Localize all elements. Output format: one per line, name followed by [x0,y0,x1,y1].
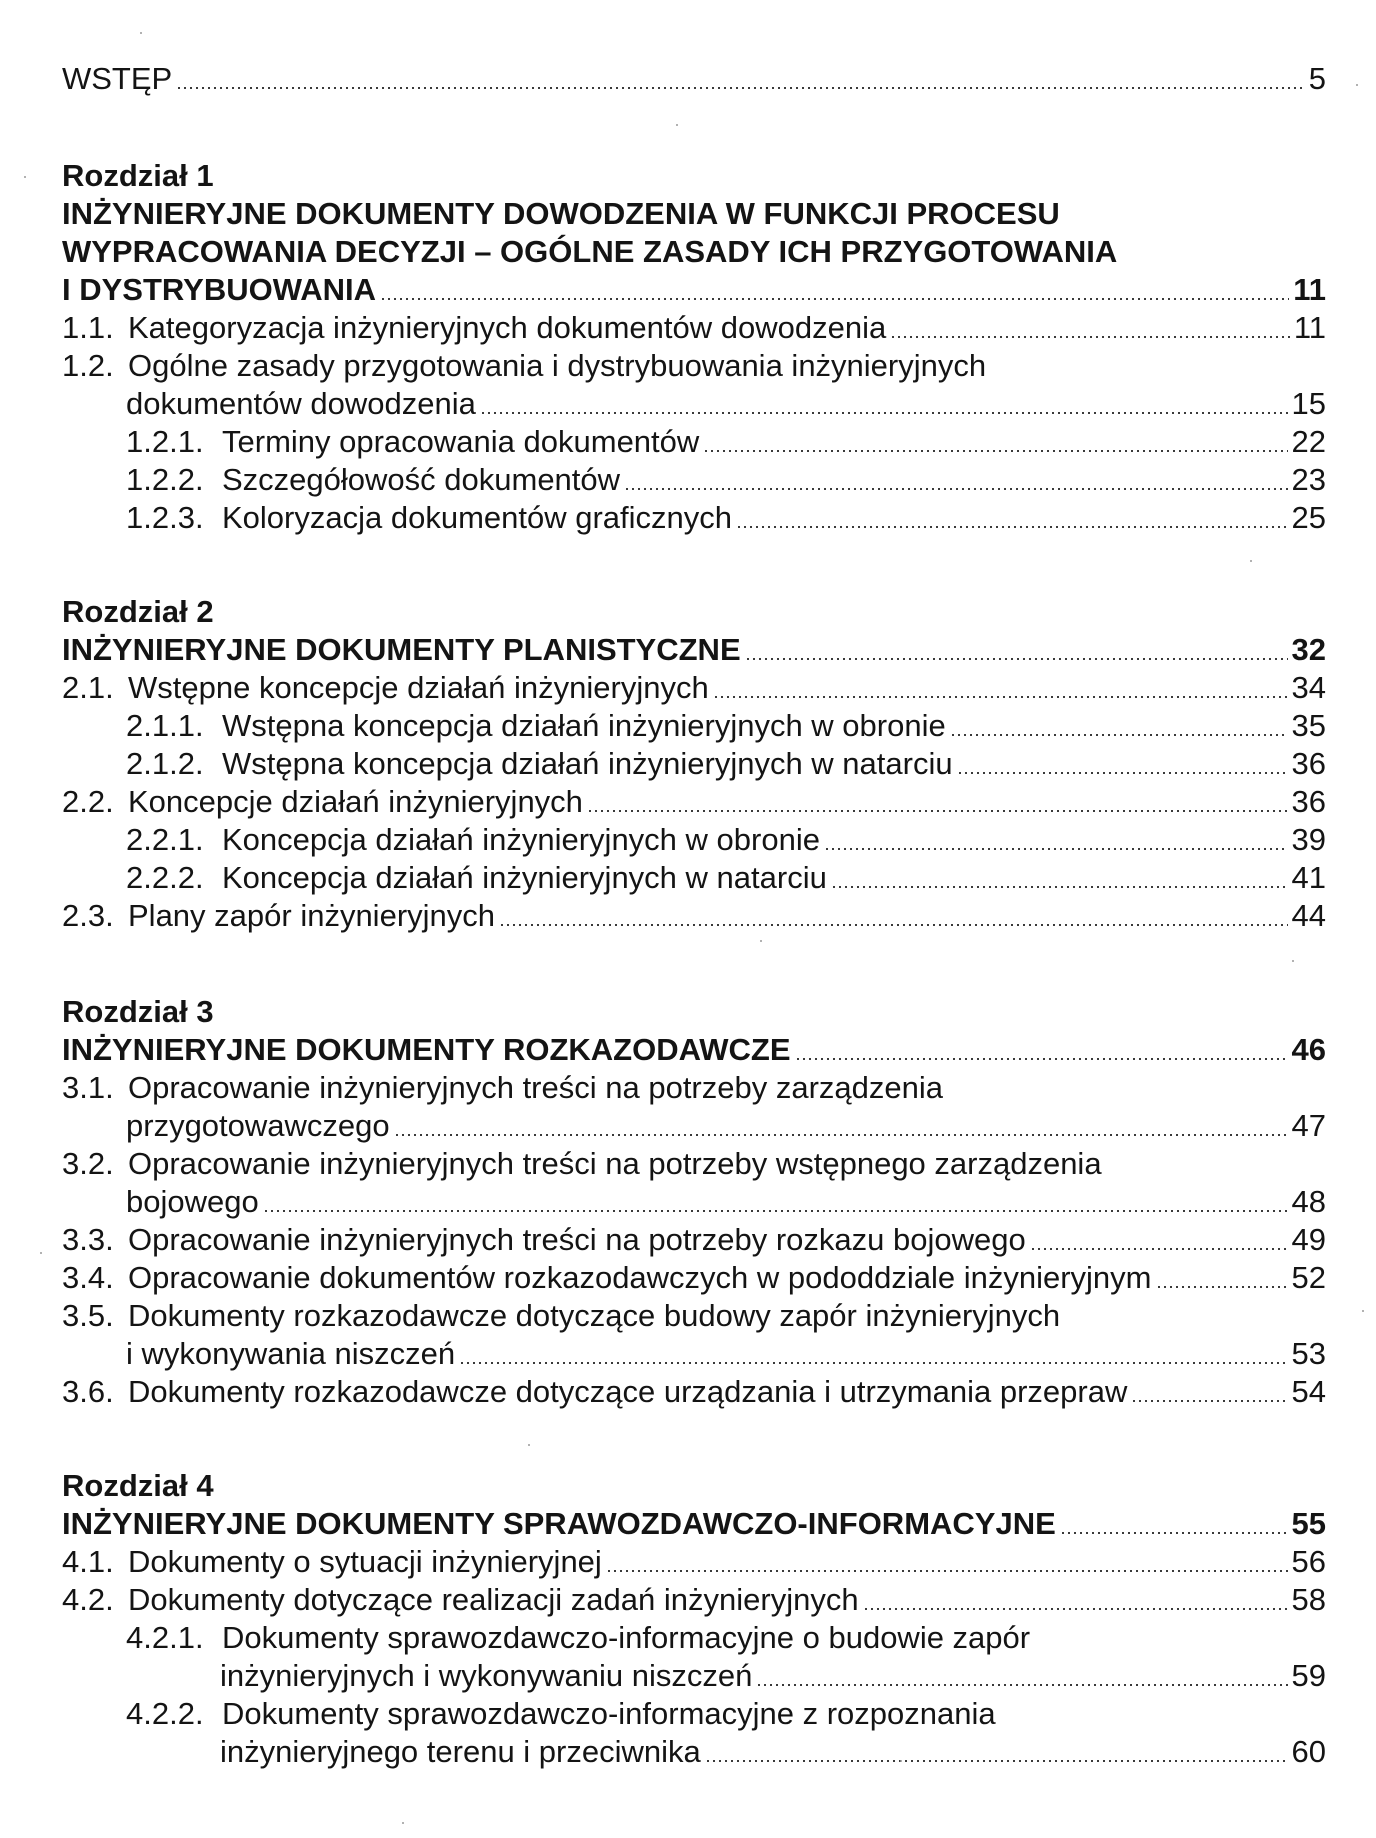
entry-title: INŻYNIERYJNE DOKUMENTY PLANISTYCZNE [62,632,741,667]
section-number: 4.2.2. [126,1696,204,1731]
page-number: 52 [1291,1260,1326,1295]
toc-line-s3-2a [62,1145,1102,1183]
scan-speck [676,124,678,126]
toc-line-s2-3 [62,897,1326,935]
dot-leader [459,1362,1287,1364]
dot-leader [176,87,1305,89]
dot-leader [736,526,1287,528]
toc-line-r1-title-a [62,195,1060,233]
section-number: 2.2. [62,784,114,819]
dot-leader [624,488,1287,490]
entry-title: i wykonywania niszczeń [126,1336,456,1371]
section-number: 2.1.1. [126,708,204,743]
dot-leader [480,412,1288,414]
toc-line-r2-label [62,593,214,631]
page-number: 35 [1291,708,1326,743]
page-number: 53 [1291,1336,1326,1371]
toc-line-s3-5b [126,1335,1326,1373]
toc-line-s3-1a [62,1069,943,1107]
section-number: 2.2.2. [126,860,204,895]
scan-speck [1250,560,1252,562]
entry-title: Koloryzacja dokumentów graficznych [222,500,733,535]
entry-title: Opracowanie dokumentów rozkazodawczych w pododdziale inżynieryjnym [128,1260,1152,1295]
entry-title: WSTĘP [62,61,173,96]
toc-line-s2-1-1 [126,707,1326,745]
dot-leader [1030,1248,1288,1250]
section-number: 2.3. [62,898,114,933]
toc-line-s3-5a [62,1297,1060,1335]
dot-leader [1156,1286,1288,1288]
page-number: 22 [1291,424,1326,459]
page-number: 60 [1291,1734,1326,1769]
section-number: 1.2. [62,348,114,383]
dot-leader [713,696,1288,698]
scan-speck [1362,1310,1364,1312]
entry-title: Dokumenty rozkazodawcze dotyczące urządzania i utrzymania przepraw [128,1374,1128,1409]
toc-line-s1-2-2 [126,461,1326,499]
page-number: 23 [1291,462,1326,497]
toc-line-r1-label [62,157,214,195]
toc-line-r3-label [62,993,214,1031]
entry-title: INŻYNIERYJNE DOKUMENTY DOWODZENIA W FUNKCJI PROCESU [62,196,1060,231]
page-number: 36 [1291,784,1326,819]
toc-line-s4-2-2a [126,1695,996,1733]
toc-line-r2-title [62,631,1326,669]
scan-speck [760,940,762,942]
entry-title: Kategoryzacja inżynieryjnych dokumentów dowodzenia [128,310,887,345]
dot-leader [795,1058,1288,1060]
toc-line-s2-2-1 [126,821,1326,859]
dot-leader [703,450,1287,452]
section-number: 3.6. [62,1374,114,1409]
dot-leader [1131,1400,1287,1402]
entry-title: Rozdział 2 [62,594,214,629]
scan-speck [140,32,142,34]
page-number: 54 [1291,1374,1326,1409]
entry-title: Szczegółowość dokumentów [222,462,621,497]
page-number: 56 [1291,1544,1326,1579]
entry-title: Dokumenty rozkazodawcze dotyczące budowy zapór inżynieryjnych [128,1298,1061,1333]
toc-line-s2-2 [62,783,1326,821]
page-number: 49 [1291,1222,1326,1257]
entry-title: bojowego [126,1184,259,1219]
entry-title: Wstępne koncepcje działań inżynieryjnych [128,670,709,705]
scan-speck [1292,960,1294,962]
section-number: 3.2. [62,1146,114,1181]
toc-line-r4-label [62,1467,214,1505]
toc-line-s1-2b [126,385,1326,423]
page-number: 46 [1291,1032,1326,1067]
page-number: 41 [1291,860,1326,895]
section-number: 2.2.1. [126,822,204,857]
dot-leader [824,848,1288,850]
page-number: 55 [1291,1506,1326,1541]
toc-line-s3-6 [62,1373,1326,1411]
section-number: 4.2. [62,1582,114,1617]
entry-title: Koncepcja działań inżynieryjnych w obronie [222,822,820,857]
dot-leader [394,1134,1288,1136]
page-number: 36 [1291,746,1326,781]
entry-title: Rozdział 1 [62,158,214,193]
entry-title: dokumentów dowodzenia [126,386,476,421]
dot-leader [1060,1532,1288,1534]
dot-leader [831,886,1288,888]
section-number: 1.1. [62,310,114,345]
entry-title: Opracowanie inżynieryjnych treści na potrzeby zarządzenia [128,1070,944,1105]
toc-line-s2-1-2 [126,745,1326,783]
toc-line-wstep [62,60,1326,98]
dot-leader [756,1684,1287,1686]
page-number: 59 [1291,1658,1326,1693]
section-number: 4.1. [62,1544,114,1579]
entry-title: Wstępna koncepcja działań inżynieryjnych w obronie [222,708,946,743]
section-number: 3.1. [62,1070,114,1105]
entry-title: Dokumenty sprawozdawczo-informacyjne z rozpoznania [222,1696,996,1731]
entry-title: Plany zapór inżynieryjnych [128,898,496,933]
entry-title: inżynieryjnego terenu i przeciwnika [220,1734,701,1769]
toc-line-s1-2-1 [126,423,1326,461]
toc-line-s4-2-2b [220,1733,1326,1771]
dot-leader [587,810,1288,812]
scan-speck [900,1760,902,1762]
toc-line-r1-title-c [62,271,1326,309]
dot-leader [950,734,1288,736]
scan-speck [402,1822,404,1824]
section-number: 1.2.3. [126,500,204,535]
toc-line-s3-3 [62,1221,1326,1259]
scan-speck [528,1444,530,1446]
toc-line-s3-4 [62,1259,1326,1297]
entry-title: inżynieryjnych i wykonywaniu niszczeń [220,1658,753,1693]
dot-leader [957,772,1288,774]
section-number: 1.2.2. [126,462,204,497]
entry-title: Rozdział 3 [62,994,214,1029]
scan-speck [1356,84,1358,86]
dot-leader [380,298,1289,300]
entry-title: I DYSTRYBUOWANIA [62,272,377,307]
page-number: 11 [1293,310,1326,345]
scan-speck [24,176,26,178]
toc-line-s3-1b [126,1107,1326,1145]
toc-line-s2-2-2 [126,859,1326,897]
entry-title: INŻYNIERYJNE DOKUMENTY SPRAWOZDAWCZO-INFORMACYJNE [62,1506,1056,1541]
page-number: 48 [1291,1184,1326,1219]
toc-line-r1-title-b [62,233,1117,271]
entry-title: Ogólne zasady przygotowania i dystrybuowania inżynieryjnych [128,348,987,383]
page-number: 15 [1291,386,1326,421]
entry-title: Dokumenty dotyczące realizacji zadań inżynieryjnych [128,1582,859,1617]
section-number: 2.1.2. [126,746,204,781]
entry-title: Koncepcje działań inżynieryjnych [128,784,583,819]
dot-leader [745,658,1288,660]
dot-leader [890,336,1290,338]
dot-leader [606,1570,1288,1572]
toc-line-s4-1 [62,1543,1326,1581]
page-number: 5 [1308,61,1326,96]
toc-line-s1-1 [62,309,1326,347]
toc-line-r3-title [62,1031,1326,1069]
toc-line-s4-2 [62,1581,1326,1619]
entry-title: WYPRACOWANIA DECYZJI – OGÓLNE ZASADY ICH PRZYGOTOWANIA [62,234,1118,269]
dot-leader [263,1210,1288,1212]
section-number: 4.2.1. [126,1620,204,1655]
entry-title: Opracowanie inżynieryjnych treści na potrzeby wstępnego zarządzenia [128,1146,1102,1181]
dot-leader [705,1760,1288,1762]
scan-speck [40,1252,42,1254]
entry-title: Wstępna koncepcja działań inżynieryjnych w natarciu [222,746,953,781]
entry-title: Terminy opracowania dokumentów [222,424,700,459]
page-number: 34 [1291,670,1326,705]
section-number: 1.2.1. [126,424,204,459]
toc-line-s1-2-3 [126,499,1326,537]
dot-leader [499,924,1288,926]
section-number: 3.5. [62,1298,114,1333]
page-number: 39 [1291,822,1326,857]
page-number: 25 [1291,500,1326,535]
entry-title: Dokumenty o sytuacji inżynieryjnej [128,1544,602,1579]
dot-leader [863,1608,1288,1610]
toc-line-s1-2a [62,347,986,385]
toc-line-s3-2b [126,1183,1326,1221]
page-number: 47 [1291,1108,1326,1143]
entry-title: Rozdział 4 [62,1468,214,1503]
toc-line-s4-2-1b [220,1657,1326,1695]
toc-line-s2-1 [62,669,1326,707]
entry-title: przygotowawczego [126,1108,390,1143]
section-number: 3.4. [62,1260,114,1295]
entry-title: Koncepcja działań inżynieryjnych w natarciu [222,860,827,895]
page-number: 44 [1291,898,1326,933]
entry-title: Dokumenty sprawozdawczo-informacyjne o budowie zapór [222,1620,1031,1655]
toc-line-s4-2-1a [126,1619,1030,1657]
section-number: 3.3. [62,1222,114,1257]
page-number: 32 [1291,632,1326,667]
page-number: 11 [1293,272,1326,307]
section-number: 2.1. [62,670,114,705]
page-number: 58 [1291,1582,1326,1617]
entry-title: INŻYNIERYJNE DOKUMENTY ROZKAZODAWCZE [62,1032,791,1067]
entry-title: Opracowanie inżynieryjnych treści na potrzeby rozkazu bojowego [128,1222,1026,1257]
toc-line-r4-title [62,1505,1326,1543]
